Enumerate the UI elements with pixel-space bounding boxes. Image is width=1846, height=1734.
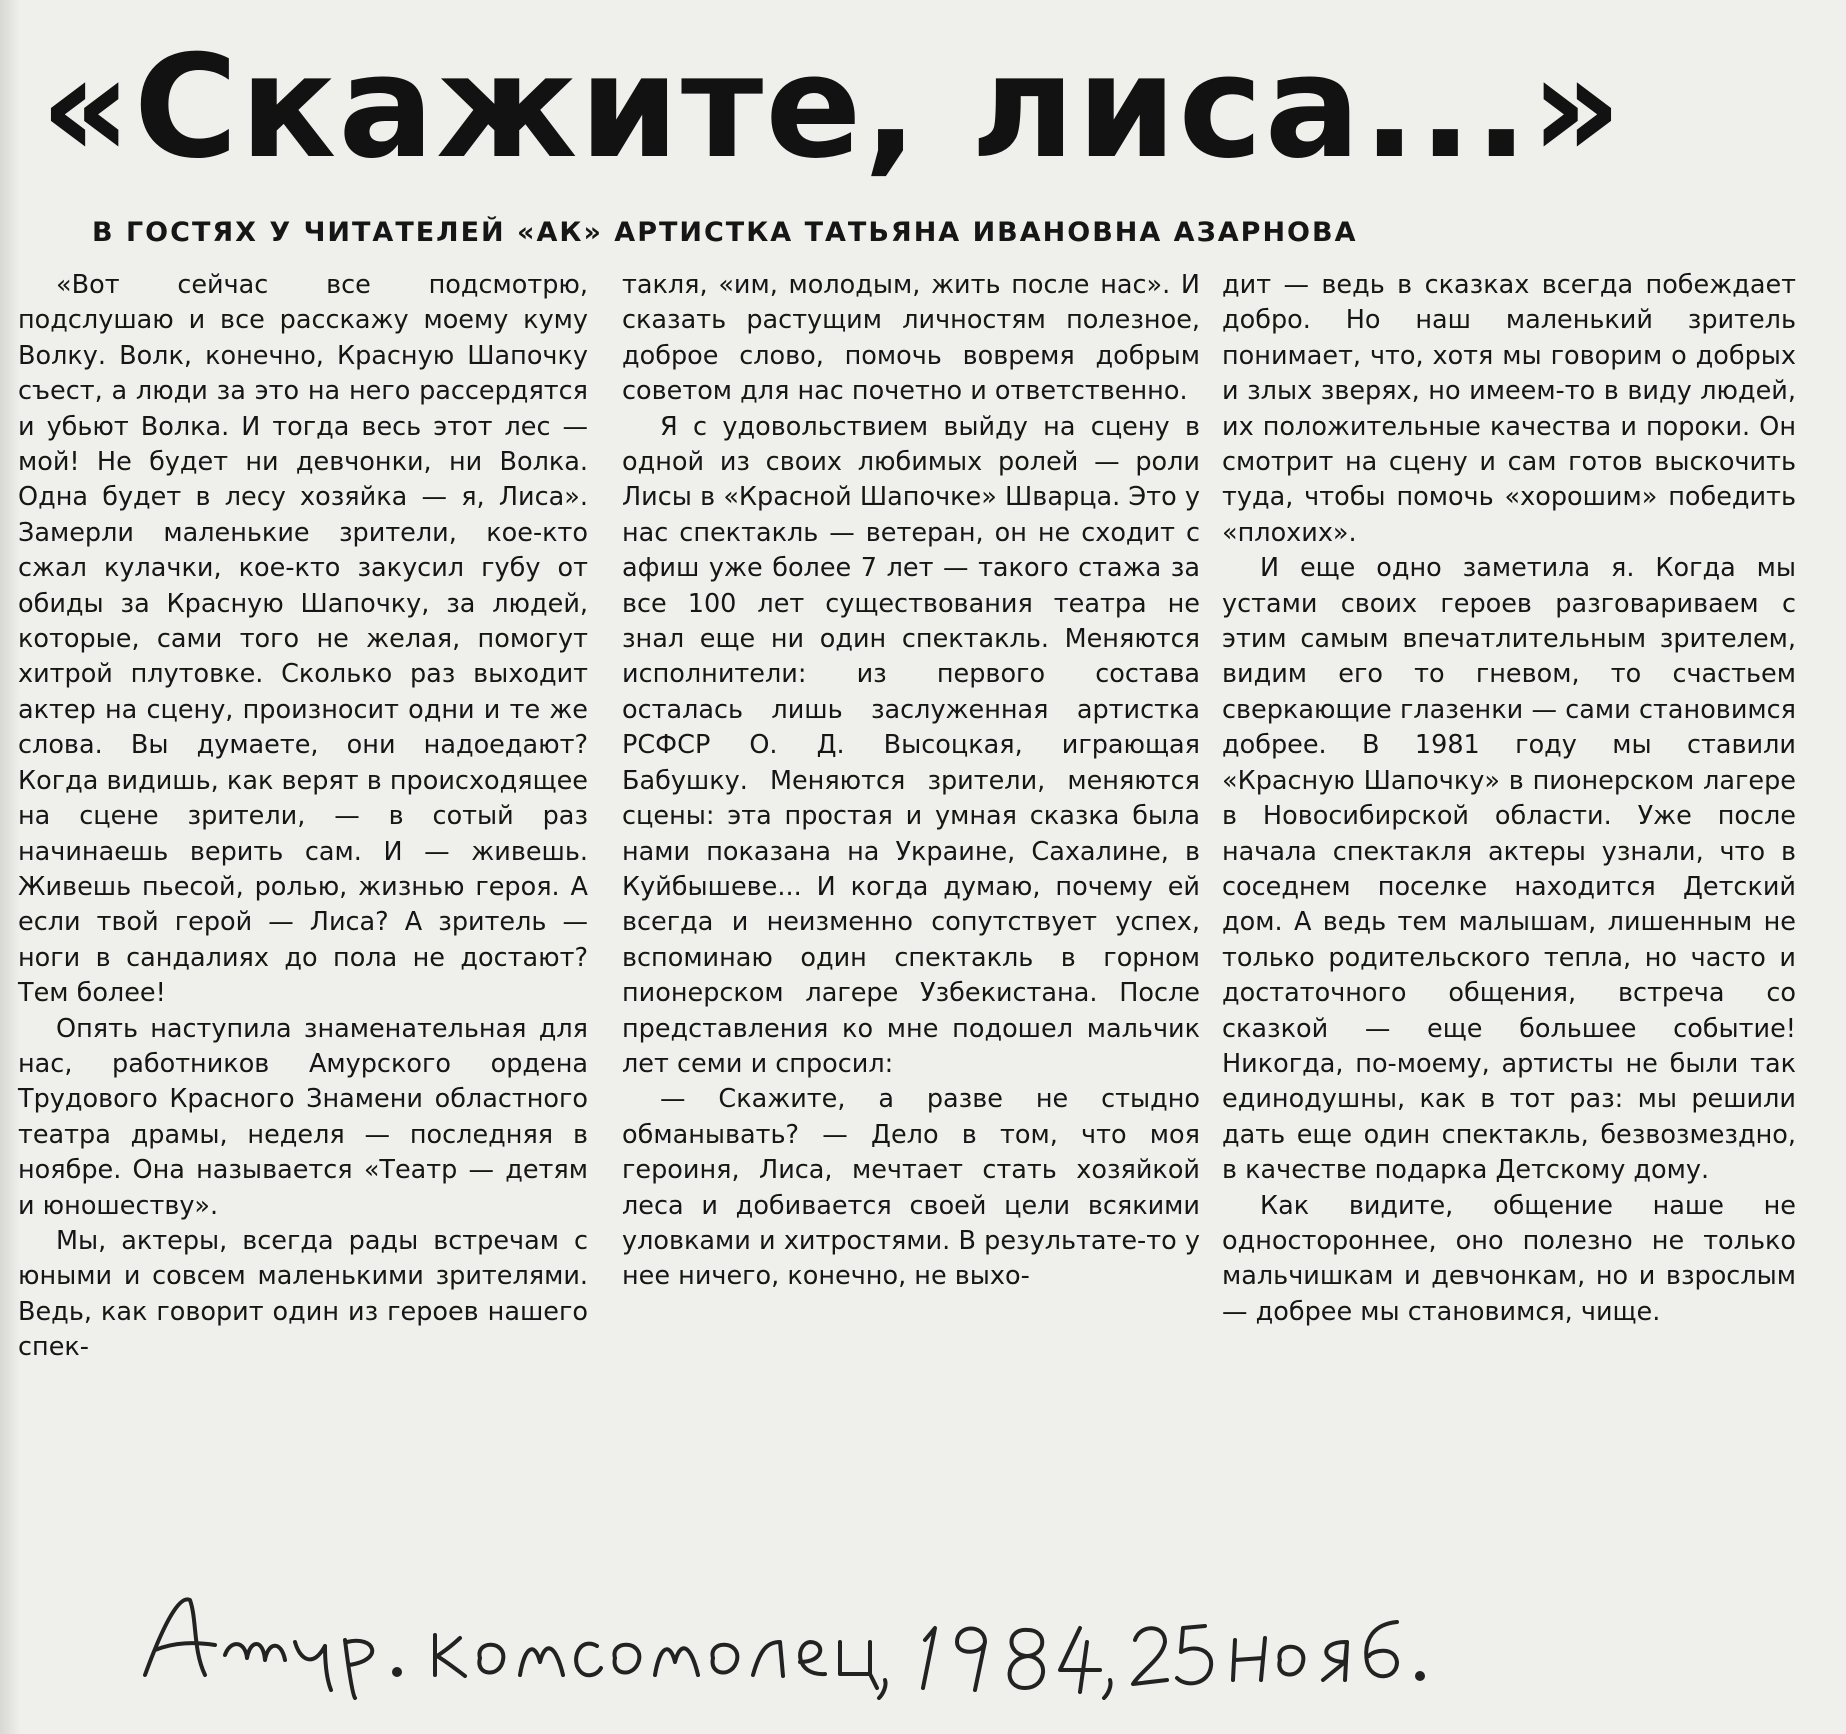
paragraph: Мы, актеры, всегда рады встречам с юными и совсем маленькими зрителями. Ведь, как говорит один из героев нашего спек- [18,1225,588,1363]
article-column-3 [1222,268,1796,1330]
paper-edge-shadow [0,0,20,1734]
paragraph: дит — ведь в сказках всегда побеждает добро. Но наш маленький зритель понимает, что, хотя мы говорим о добрых и злых зверях, но имеем-то в виду людей, их положительные качества и пороки. Он смотрит на сцену и сам готов выскочить туда, чтобы помочь «хорошим» победить «плохих». [1222,270,1796,548]
paragraph: Я с удовольствием выйду на сцену в одной из своих любимых ролей — роли Лисы в «Красной Шапочке» Шварца. Это у нас спектакль — ветеран, он не сходит с афиш уже более 7 лет — такого стажа за все 100 лет существования театра не знал еще ни один спектакль. Меняются исполнители: из первого состава осталась лишь заслуженная артистка РСФСР О. Д. Высоцкая, играющая Бабушку. Меняются зрители, меняются сцены: эта простая и умная сказка была нами показана на Украине, Сахалине, в Куйбышеве... И когда думаю, почему ей всегда и неизменно сопутствует успех, вспоминаю один спектакль в горном пионерском лагере Узбекистана. После представления ко мне подошел мальчик лет семи и спросил: [622,411,1200,1079]
paragraph: И еще одно заметила я. Когда мы устами своих героев разговариваем с этим самым впечатлительным зрителем, видим его то гневом, то счастьем сверкающие глазенки — сами становимся добрее. В 1981 году мы ставили «Красную Шапочку» в пионерском лагере в Новосибирской области. Уже после начала спектакля актеры узнали, что в соседнем поселке находится Детский дом. А ведь тем малышам, лишенным не только родительского тепла, но часто и достаточного общения, встреча со сказкой — еще большее событие! Никогда, по-моему, артисты не были так единодушны, как в тот раз: мы решили дать еще один спектакль, безвозмездно, в качестве подарка Детскому дому. [1222,553,1796,1186]
paragraph: — Скажите, а разве не стыдно обманывать? — Дело в том, что моя героиня, Лиса, мечтает стать хозяйкой леса и добивается своей цели всякими уловками и хитростями. В результате-то у нее ничего, конечно, не выхо- [622,1084,1200,1292]
paragraph: такля, «им, молодым, жить после нас». И сказать растущим личностям полезное, доброе слово, помочь вовремя добрым советом для нас почетно и ответственно. [622,270,1200,407]
article-column-1 [18,268,588,1366]
article-column-2 [622,268,1200,1295]
article-subtitle: В ГОСТЯХ У ЧИТАТЕЛЕЙ «АК» АРТИСТКА ТАТЬЯНА ИВАНОВНА АЗАРНОВА [92,217,1358,248]
handwritten-source-note [135,1580,1835,1700]
article-headline: «Скажите, лиса...» [40,25,1624,190]
paragraph: Опять наступила знаменательная для нас, работников Амурского ордена Трудового Красного Знамени областного театра драмы, неделя — последняя в ноябре. Она называется «Театр — детям и юношеству». [18,1013,588,1221]
paragraph: «Вот сейчас все подсмотрю, подслушаю и все расскажу моему куму Волку. Волк, конечно, Красную Шапочку съест, а люди за это на него рассердятся и убьют Волка. И тогда весь этот лес — мой! Не будет ни девчонки, ни Волка. Одна будет в лесу хозяйка — я, Лиса». Замерли маленькие зрители, кое-кто сжал кулачки, кое-кто закусил губу от обиды за Красную Шапочку, за людей, которые, сами того не желая, помогут хитрой плутовке. Сколько раз выходит актер на сцену, произносит одни и те же слова. Вы думаете, они надоедают? Когда видишь, как верят в происходящее на сцене зрители, — в сотый раз начинаешь верить сам. И — живешь. Живешь пьесой, ролью, жизнью героя. А если твой герой — Лиса? А зритель — ноги в сандалиях до пола не достают? Тем более! [18,270,588,1009]
paragraph: Как видите, общение наше не одностороннее, оно полезно не только мальчишкам и девчонкам, но и взрослым — добрее мы становимся, чище. [1222,1190,1796,1327]
